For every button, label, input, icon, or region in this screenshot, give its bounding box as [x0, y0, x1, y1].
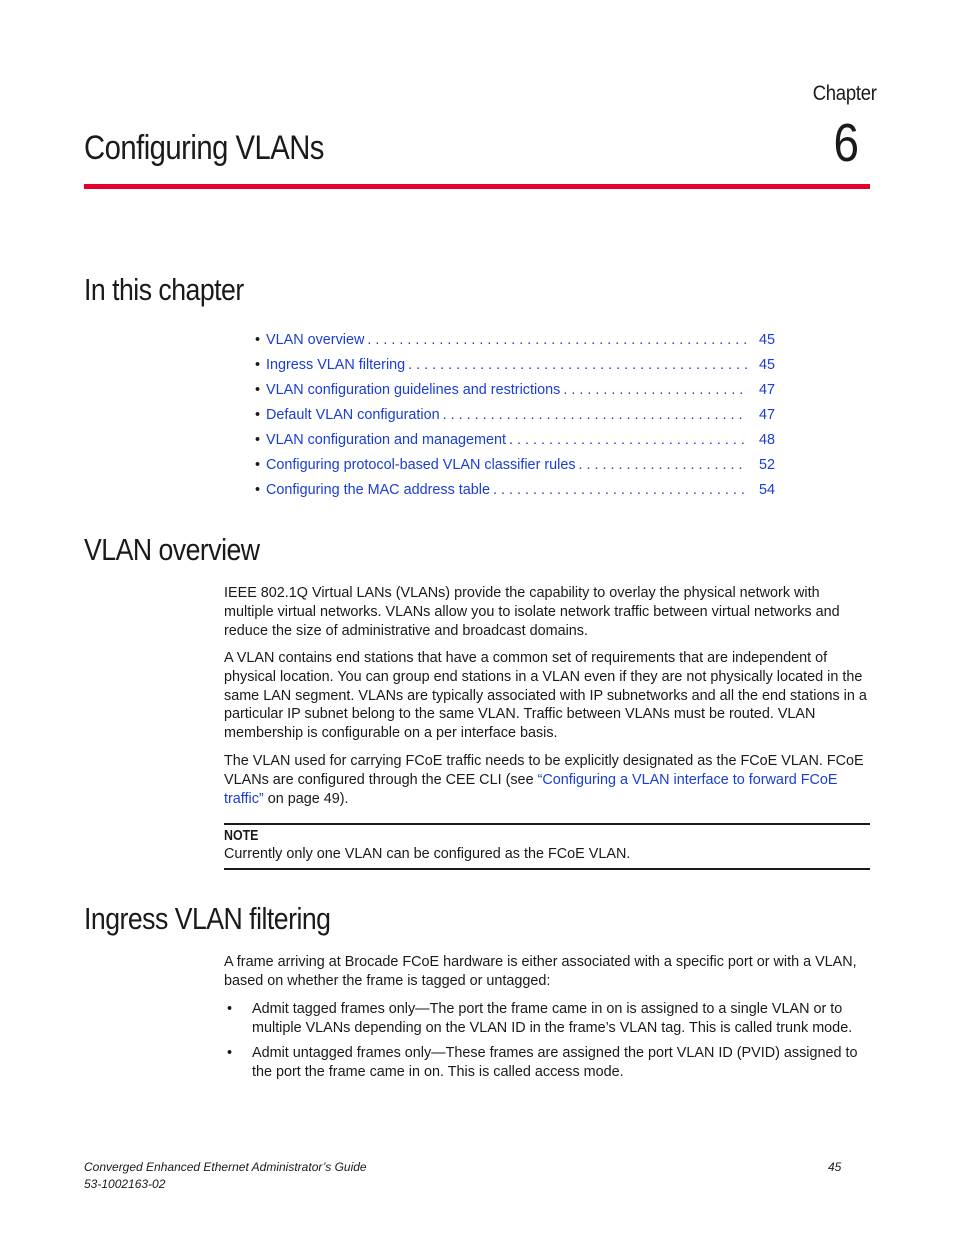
bullet-icon: • — [227, 1045, 233, 1061]
toc-item-label[interactable]: VLAN configuration guidelines and restrictions — [266, 382, 561, 398]
toc-item-label[interactable]: Configuring the MAC address table — [266, 482, 490, 498]
footer-page-number: 45 — [828, 1160, 842, 1174]
vlan-overview-paragraph-3 — [224, 752, 870, 808]
toc-leader-dots — [563, 380, 747, 405]
bullet-icon: • — [255, 407, 261, 423]
note-label: NOTE — [224, 828, 259, 844]
bullet-icon: • — [255, 382, 261, 398]
toc-item[interactable] — [255, 330, 775, 355]
toc-item[interactable] — [255, 380, 775, 405]
bullet-icon: • — [255, 482, 261, 498]
toc-leader-dots — [579, 455, 747, 480]
toc-item-page[interactable]: 47 — [758, 407, 775, 423]
toc-leader-dots — [443, 405, 747, 430]
toc-item-page[interactable]: 48 — [758, 432, 775, 448]
footer-guide-title: Converged Enhanced Ethernet Administrator’s Guide — [84, 1160, 367, 1174]
toc-leader-dots — [493, 480, 747, 505]
list-item-text: Admit tagged frames only—The port the frame came in on is assigned to a single VLAN or to multiple VLANs depending on the VLAN ID in the frame’s VLAN tag. This is called trunk mode. — [252, 1001, 853, 1036]
vlan-overview-paragraph-2: A VLAN contains end stations that have a common set of requirements that are independent of physical location. You can group end stations in a VLAN even if they are not physically located in the same LAN segment. VLANs are typically associated with IP subnetworks and all the end stations in a particular IP subnet belong to the same VLAN. Traffic between VLANs must be routed. VLAN membership is configurable on a per interface basis. — [224, 650, 867, 742]
chapter-title: Configuring VLANs — [84, 129, 324, 167]
list-item — [224, 1000, 870, 1038]
toc-leader-dots — [367, 330, 747, 355]
list-item-text: Admit untagged frames only—These frames are assigned the port VLAN ID (PVID) assigned to the port the frame came in on. This is called access mode. — [252, 1045, 858, 1080]
toc-item-page[interactable]: 45 — [758, 332, 775, 348]
toc-item-label[interactable]: VLAN overview — [266, 332, 365, 348]
toc-item-page[interactable]: 45 — [758, 357, 775, 373]
toc-link[interactable] — [266, 405, 775, 430]
toc-item-page[interactable]: 54 — [758, 482, 775, 498]
toc-link[interactable] — [266, 455, 775, 480]
toc-list — [255, 330, 775, 505]
bullet-icon: • — [255, 457, 261, 473]
chapter-title-rule — [84, 184, 870, 189]
bullet-icon: • — [255, 432, 261, 448]
chapter-label: Chapter — [813, 82, 877, 105]
toc-link[interactable] — [266, 330, 775, 355]
bullet-icon: • — [227, 1001, 233, 1017]
toc-leader-dots — [408, 355, 747, 380]
toc-item-label[interactable]: Default VLAN configuration — [266, 407, 440, 423]
paragraph-text: The VLAN used for carrying FCoE traffic needs to be explicitly designated as the FCoE VLAN. FCoE VLANs are configured through the CEE CLI (see — [224, 753, 864, 788]
toc-link[interactable] — [266, 380, 775, 405]
vlan-overview-paragraph-1: IEEE 802.1Q Virtual LANs (VLANs) provide the capability to overlay the physical network with multiple virtual networks. VLANs allow you to isolate network traffic between virtual networks and reduce the size of administrative and broadcast domains. — [224, 585, 840, 639]
toc-item[interactable] — [255, 480, 775, 505]
toc-item-label[interactable]: VLAN configuration and management — [266, 432, 506, 448]
footer-doc-number: 53-1002163-02 — [84, 1177, 166, 1191]
toc-item-page[interactable]: 52 — [758, 457, 775, 473]
paragraph-text: on page 49). — [263, 790, 349, 807]
cross-reference-link[interactable]: “Configuring a VLAN interface to forward FCoE traffic” — [224, 771, 838, 807]
toc-item-label[interactable]: Ingress VLAN filtering — [266, 357, 406, 373]
vlan-overview-heading: VLAN overview — [84, 532, 260, 567]
bullet-icon: • — [255, 332, 261, 348]
toc-item-page[interactable]: 47 — [758, 382, 775, 398]
toc-link[interactable] — [266, 430, 775, 455]
toc-heading: In this chapter — [84, 272, 244, 307]
toc-item[interactable] — [255, 455, 775, 480]
toc-item[interactable] — [255, 405, 775, 430]
toc-link[interactable] — [266, 480, 775, 505]
bullet-icon: • — [255, 357, 261, 373]
toc-item[interactable] — [255, 355, 775, 380]
toc-link[interactable] — [266, 355, 775, 380]
note-text: Currently only one VLAN can be configured as the FCoE VLAN. — [224, 846, 631, 862]
list-item — [224, 1044, 870, 1082]
toc-item-label[interactable]: Configuring protocol-based VLAN classifier rules — [266, 457, 576, 473]
ingress-heading: Ingress VLAN filtering — [84, 901, 331, 936]
ingress-paragraph-1: A frame arriving at Brocade FCoE hardware is either associated with a specific port or with a VLAN, based on whether the frame is tagged or untagged: — [224, 954, 857, 989]
toc-leader-dots — [509, 430, 747, 455]
toc-item[interactable] — [255, 430, 775, 455]
note-box — [224, 823, 870, 870]
chapter-number: 6 — [833, 113, 859, 173]
